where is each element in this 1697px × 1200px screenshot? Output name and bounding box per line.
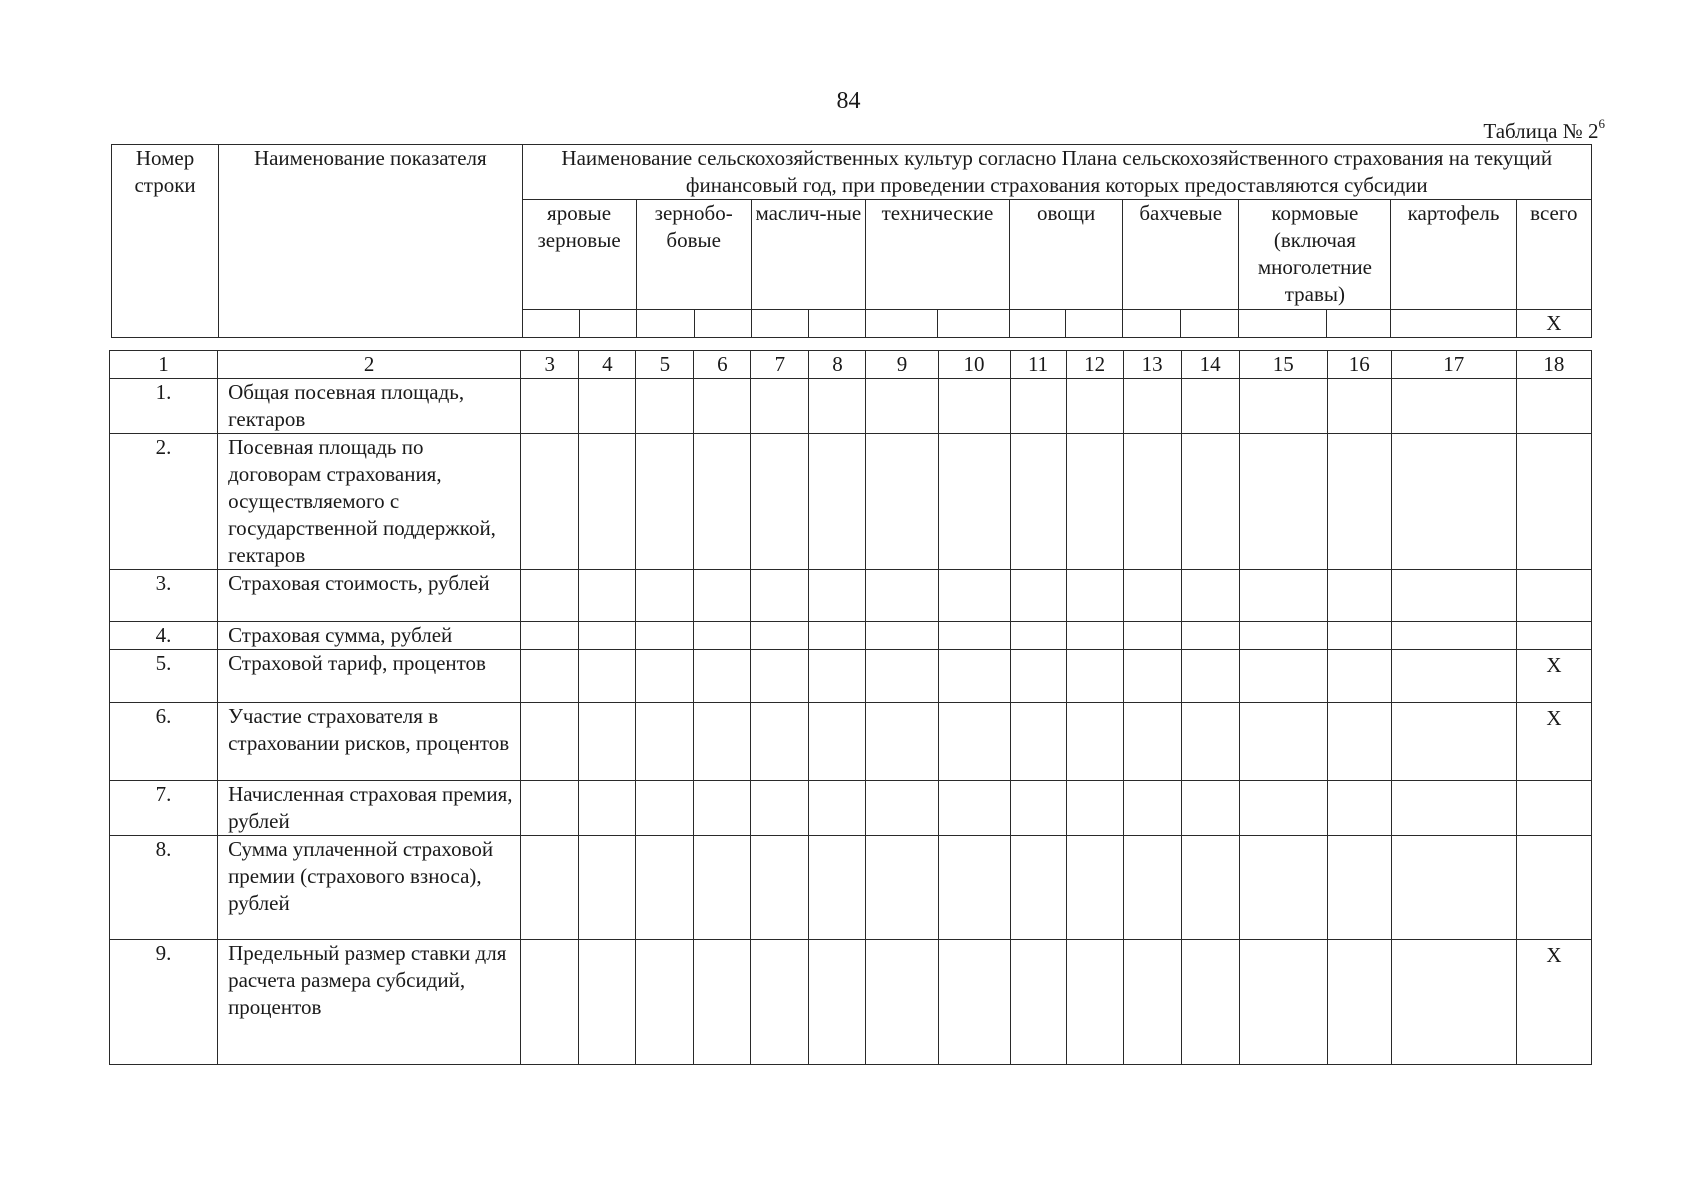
- value-cell[interactable]: [1010, 434, 1066, 570]
- value-cell[interactable]: [751, 703, 809, 781]
- value-cell[interactable]: [1066, 940, 1123, 1065]
- value-cell[interactable]: [938, 703, 1010, 781]
- header-row-number: Номер строки: [112, 145, 219, 338]
- header-crop-legumes: зернобо-бовые: [636, 200, 751, 310]
- header-subcell: [808, 310, 865, 338]
- value-cell[interactable]: [1010, 570, 1066, 622]
- column-number-cell: 14: [1181, 351, 1239, 379]
- column-number-cell: 7: [751, 351, 809, 379]
- column-number-cell: 5: [636, 351, 694, 379]
- value-cell[interactable]: [809, 570, 866, 622]
- indicator-name: Начисленная страховая премия, рублей: [218, 781, 521, 836]
- value-cell[interactable]: [938, 781, 1010, 836]
- value-cell[interactable]: [1123, 703, 1181, 781]
- value-cell[interactable]: [938, 622, 1010, 650]
- table-row: [110, 434, 1592, 570]
- value-cell[interactable]: [1181, 703, 1239, 781]
- header-crops-title: Наименование сельскохозяйственных культур согласно Плана сельскохозяйственного страхования на текущий финансовый год, при проведении страхования которых предоставляются субсидии: [522, 145, 1592, 200]
- column-number-cell: 3: [521, 351, 579, 379]
- total-cell: X: [1516, 703, 1591, 781]
- value-cell[interactable]: [751, 379, 809, 434]
- row-number: 1.: [110, 379, 218, 434]
- total-cell[interactable]: [1516, 622, 1591, 650]
- total-cell[interactable]: [1516, 434, 1591, 570]
- value-cell[interactable]: [1181, 570, 1239, 622]
- value-cell[interactable]: [938, 570, 1010, 622]
- value-cell[interactable]: [1239, 570, 1327, 622]
- value-cell[interactable]: [809, 622, 866, 650]
- header-crop-vegetables: овощи: [1010, 200, 1123, 310]
- indicator-name: Общая посевная площадь, гектаров: [218, 379, 521, 434]
- value-cell[interactable]: [866, 379, 938, 434]
- value-cell[interactable]: [1010, 379, 1066, 434]
- value-cell[interactable]: [1181, 434, 1239, 570]
- value-cell[interactable]: [809, 781, 866, 836]
- value-cell[interactable]: [694, 836, 751, 940]
- indicator-name: Страховая стоимость, рублей: [218, 570, 521, 622]
- value-cell[interactable]: [751, 940, 809, 1065]
- value-cell[interactable]: [1123, 836, 1181, 940]
- value-cell[interactable]: [866, 703, 938, 781]
- indicator-name: Посевная площадь по договорам страхования, осуществляемого с государственной поддержкой, гектаров: [218, 434, 521, 570]
- header-crop-technical: технические: [865, 200, 1009, 310]
- value-cell[interactable]: [1391, 940, 1516, 1065]
- header-subcell: [1391, 310, 1516, 338]
- row-number: 7.: [110, 781, 218, 836]
- value-cell[interactable]: [579, 781, 636, 836]
- value-cell[interactable]: [809, 703, 866, 781]
- value-cell[interactable]: [1239, 650, 1327, 703]
- value-cell[interactable]: [636, 379, 694, 434]
- value-cell[interactable]: [1066, 622, 1123, 650]
- column-number-cell: 9: [866, 351, 938, 379]
- value-cell[interactable]: [866, 650, 938, 703]
- value-cell[interactable]: [694, 781, 751, 836]
- header-subcell: [1181, 310, 1239, 338]
- indicator-name: Страховой тариф, процентов: [218, 650, 521, 703]
- value-cell[interactable]: [1010, 940, 1066, 1065]
- value-cell[interactable]: [521, 622, 579, 650]
- table-caption-superscript: 6: [1598, 116, 1605, 131]
- value-cell[interactable]: [1327, 940, 1391, 1065]
- column-number-cell: 13: [1123, 351, 1181, 379]
- value-cell[interactable]: [694, 570, 751, 622]
- value-cell[interactable]: [1123, 622, 1181, 650]
- value-cell[interactable]: [636, 781, 694, 836]
- indicator-name: Предельный размер ставки для расчета размера субсидий, процентов: [218, 940, 521, 1065]
- value-cell[interactable]: [1327, 781, 1391, 836]
- column-number-cell: 6: [694, 351, 751, 379]
- value-cell[interactable]: [866, 434, 938, 570]
- header-crop-oilseeds: маслич-ные: [751, 200, 865, 310]
- value-cell[interactable]: [1391, 570, 1516, 622]
- value-cell[interactable]: [866, 940, 938, 1065]
- value-cell[interactable]: [1181, 836, 1239, 940]
- table-row: [110, 703, 1592, 781]
- value-cell[interactable]: [521, 650, 579, 703]
- value-cell[interactable]: [636, 434, 694, 570]
- column-number-cell: 10: [938, 351, 1010, 379]
- value-cell[interactable]: [1239, 836, 1327, 940]
- table-row: [110, 781, 1592, 836]
- value-cell[interactable]: [1123, 379, 1181, 434]
- value-cell[interactable]: [579, 570, 636, 622]
- column-number-cell: 11: [1010, 351, 1066, 379]
- row-number: 3.: [110, 570, 218, 622]
- value-cell[interactable]: [1327, 379, 1391, 434]
- row-number: 4.: [110, 622, 218, 650]
- value-cell[interactable]: [1010, 703, 1066, 781]
- header-subcell: [1010, 310, 1066, 338]
- value-cell[interactable]: [1391, 434, 1516, 570]
- value-cell[interactable]: [1239, 379, 1327, 434]
- value-cell[interactable]: [1239, 703, 1327, 781]
- column-number-cell: 1: [110, 351, 218, 379]
- value-cell[interactable]: [1066, 379, 1123, 434]
- row-number: 6.: [110, 703, 218, 781]
- value-cell[interactable]: [1327, 570, 1391, 622]
- header-indicator-name: Наименование показателя: [219, 145, 522, 338]
- column-number-cell: 8: [809, 351, 866, 379]
- value-cell[interactable]: [866, 836, 938, 940]
- value-cell[interactable]: [521, 434, 579, 570]
- table-body: [109, 350, 1592, 1065]
- value-cell[interactable]: [694, 622, 751, 650]
- value-cell[interactable]: [1123, 650, 1181, 703]
- value-cell[interactable]: [809, 379, 866, 434]
- table-row: [110, 836, 1592, 940]
- value-cell[interactable]: [1239, 781, 1327, 836]
- header-subcell: [579, 310, 636, 338]
- value-cell[interactable]: [1239, 940, 1327, 1065]
- value-cell[interactable]: [1391, 836, 1516, 940]
- value-cell[interactable]: [694, 703, 751, 781]
- value-cell[interactable]: [1010, 836, 1066, 940]
- total-cell[interactable]: [1516, 570, 1591, 622]
- value-cell[interactable]: [1066, 434, 1123, 570]
- value-cell[interactable]: [579, 703, 636, 781]
- value-cell[interactable]: [1239, 434, 1327, 570]
- value-cell[interactable]: [1327, 434, 1391, 570]
- value-cell[interactable]: [636, 703, 694, 781]
- header-crop-melons: бахчевые: [1123, 200, 1239, 310]
- table-header: [111, 144, 1592, 338]
- header-subcell: [751, 310, 808, 338]
- value-cell[interactable]: [809, 434, 866, 570]
- table-caption: [1483, 118, 1605, 144]
- total-cell: X: [1516, 940, 1591, 1065]
- value-cell[interactable]: [938, 650, 1010, 703]
- value-cell[interactable]: [1181, 650, 1239, 703]
- value-cell[interactable]: [1066, 781, 1123, 836]
- value-cell[interactable]: [1239, 622, 1327, 650]
- value-cell[interactable]: [694, 650, 751, 703]
- table-row: [110, 622, 1592, 650]
- table-body-rows: [110, 351, 1592, 1065]
- column-number-cell: 12: [1066, 351, 1123, 379]
- column-number-cell: 15: [1239, 351, 1327, 379]
- header-subcell: [1327, 310, 1391, 338]
- table-row: [110, 570, 1592, 622]
- value-cell[interactable]: [1327, 703, 1391, 781]
- column-number-cell: 16: [1327, 351, 1391, 379]
- value-cell[interactable]: [938, 434, 1010, 570]
- page-number: 84: [836, 88, 861, 114]
- table-row: [110, 940, 1592, 1065]
- column-number-cell: 4: [579, 351, 636, 379]
- value-cell[interactable]: [866, 570, 938, 622]
- value-cell[interactable]: [694, 940, 751, 1065]
- column-number-cell: 18: [1516, 351, 1591, 379]
- column-number-cell: 17: [1391, 351, 1516, 379]
- header-crop-potato: картофель: [1391, 200, 1516, 310]
- column-number-row: [110, 351, 1592, 379]
- value-cell[interactable]: [751, 836, 809, 940]
- value-cell[interactable]: [694, 379, 751, 434]
- header-total-mark: X: [1516, 310, 1591, 338]
- row-number: 9.: [110, 940, 218, 1065]
- header-subcell: [1239, 310, 1327, 338]
- value-cell[interactable]: [521, 781, 579, 836]
- value-cell[interactable]: [1066, 570, 1123, 622]
- total-cell[interactable]: [1516, 379, 1591, 434]
- value-cell[interactable]: [1181, 781, 1239, 836]
- value-cell[interactable]: [1066, 836, 1123, 940]
- value-cell[interactable]: [1391, 379, 1516, 434]
- value-cell[interactable]: [1391, 703, 1516, 781]
- indicator-name: Сумма уплаченной страховой премии (страхового взноса), рублей: [218, 836, 521, 940]
- value-cell[interactable]: [1123, 940, 1181, 1065]
- value-cell[interactable]: [636, 622, 694, 650]
- value-cell[interactable]: [809, 836, 866, 940]
- header-crop-total: всего: [1516, 200, 1591, 310]
- value-cell[interactable]: [636, 650, 694, 703]
- value-cell[interactable]: [938, 836, 1010, 940]
- header-subcell: [937, 310, 1009, 338]
- value-cell[interactable]: [938, 940, 1010, 1065]
- value-cell[interactable]: [1327, 836, 1391, 940]
- value-cell[interactable]: [1010, 650, 1066, 703]
- value-cell[interactable]: [1123, 434, 1181, 570]
- value-cell[interactable]: [809, 650, 866, 703]
- value-cell[interactable]: [579, 836, 636, 940]
- value-cell[interactable]: [521, 703, 579, 781]
- value-cell[interactable]: [579, 650, 636, 703]
- value-cell[interactable]: [1181, 622, 1239, 650]
- value-cell[interactable]: [866, 781, 938, 836]
- value-cell[interactable]: [1010, 622, 1066, 650]
- header-subcell: [694, 310, 751, 338]
- indicator-name: Участие страхователя в страховании рисков, процентов: [218, 703, 521, 781]
- value-cell[interactable]: [751, 570, 809, 622]
- value-cell[interactable]: [1123, 570, 1181, 622]
- value-cell[interactable]: [809, 940, 866, 1065]
- total-cell[interactable]: [1516, 836, 1591, 940]
- value-cell[interactable]: [1066, 650, 1123, 703]
- value-cell[interactable]: [751, 781, 809, 836]
- row-number: 2.: [110, 434, 218, 570]
- value-cell[interactable]: [579, 434, 636, 570]
- value-cell[interactable]: [1391, 650, 1516, 703]
- header-subcell: [865, 310, 937, 338]
- value-cell[interactable]: [1327, 650, 1391, 703]
- value-cell[interactable]: [1327, 622, 1391, 650]
- value-cell[interactable]: [1181, 940, 1239, 1065]
- value-cell[interactable]: [751, 650, 809, 703]
- indicator-name: Страховая сумма, рублей: [218, 622, 521, 650]
- value-cell[interactable]: [866, 622, 938, 650]
- table-row: [110, 650, 1592, 703]
- value-cell[interactable]: [938, 379, 1010, 434]
- value-cell[interactable]: [1391, 781, 1516, 836]
- header-subcell: [1066, 310, 1123, 338]
- header-subcell: [1123, 310, 1181, 338]
- total-cell[interactable]: [1516, 781, 1591, 836]
- value-cell[interactable]: [751, 434, 809, 570]
- value-cell[interactable]: [1123, 781, 1181, 836]
- value-cell[interactable]: [1010, 781, 1066, 836]
- value-cell[interactable]: [521, 836, 579, 940]
- value-cell[interactable]: [636, 940, 694, 1065]
- value-cell[interactable]: [579, 379, 636, 434]
- header-subcell: [636, 310, 694, 338]
- value-cell[interactable]: [521, 570, 579, 622]
- column-number-cell: 2: [218, 351, 521, 379]
- value-cell[interactable]: [1066, 703, 1123, 781]
- header-subcell: [522, 310, 579, 338]
- value-cell[interactable]: [1391, 622, 1516, 650]
- value-cell[interactable]: [1181, 379, 1239, 434]
- value-cell[interactable]: [521, 379, 579, 434]
- total-cell: X: [1516, 650, 1591, 703]
- row-number: 8.: [110, 836, 218, 940]
- table-row: [110, 379, 1592, 434]
- value-cell[interactable]: [636, 836, 694, 940]
- row-number: 5.: [110, 650, 218, 703]
- value-cell[interactable]: [521, 940, 579, 1065]
- value-cell[interactable]: [579, 622, 636, 650]
- value-cell[interactable]: [694, 434, 751, 570]
- table-caption-text: Таблица № 2: [1483, 119, 1599, 143]
- value-cell[interactable]: [751, 622, 809, 650]
- header-crop-forage: кормовые (включая многолетние травы): [1239, 200, 1391, 310]
- value-cell[interactable]: [579, 940, 636, 1065]
- value-cell[interactable]: [636, 570, 694, 622]
- header-crop-spring-grain: яровые зерновые: [522, 200, 636, 310]
